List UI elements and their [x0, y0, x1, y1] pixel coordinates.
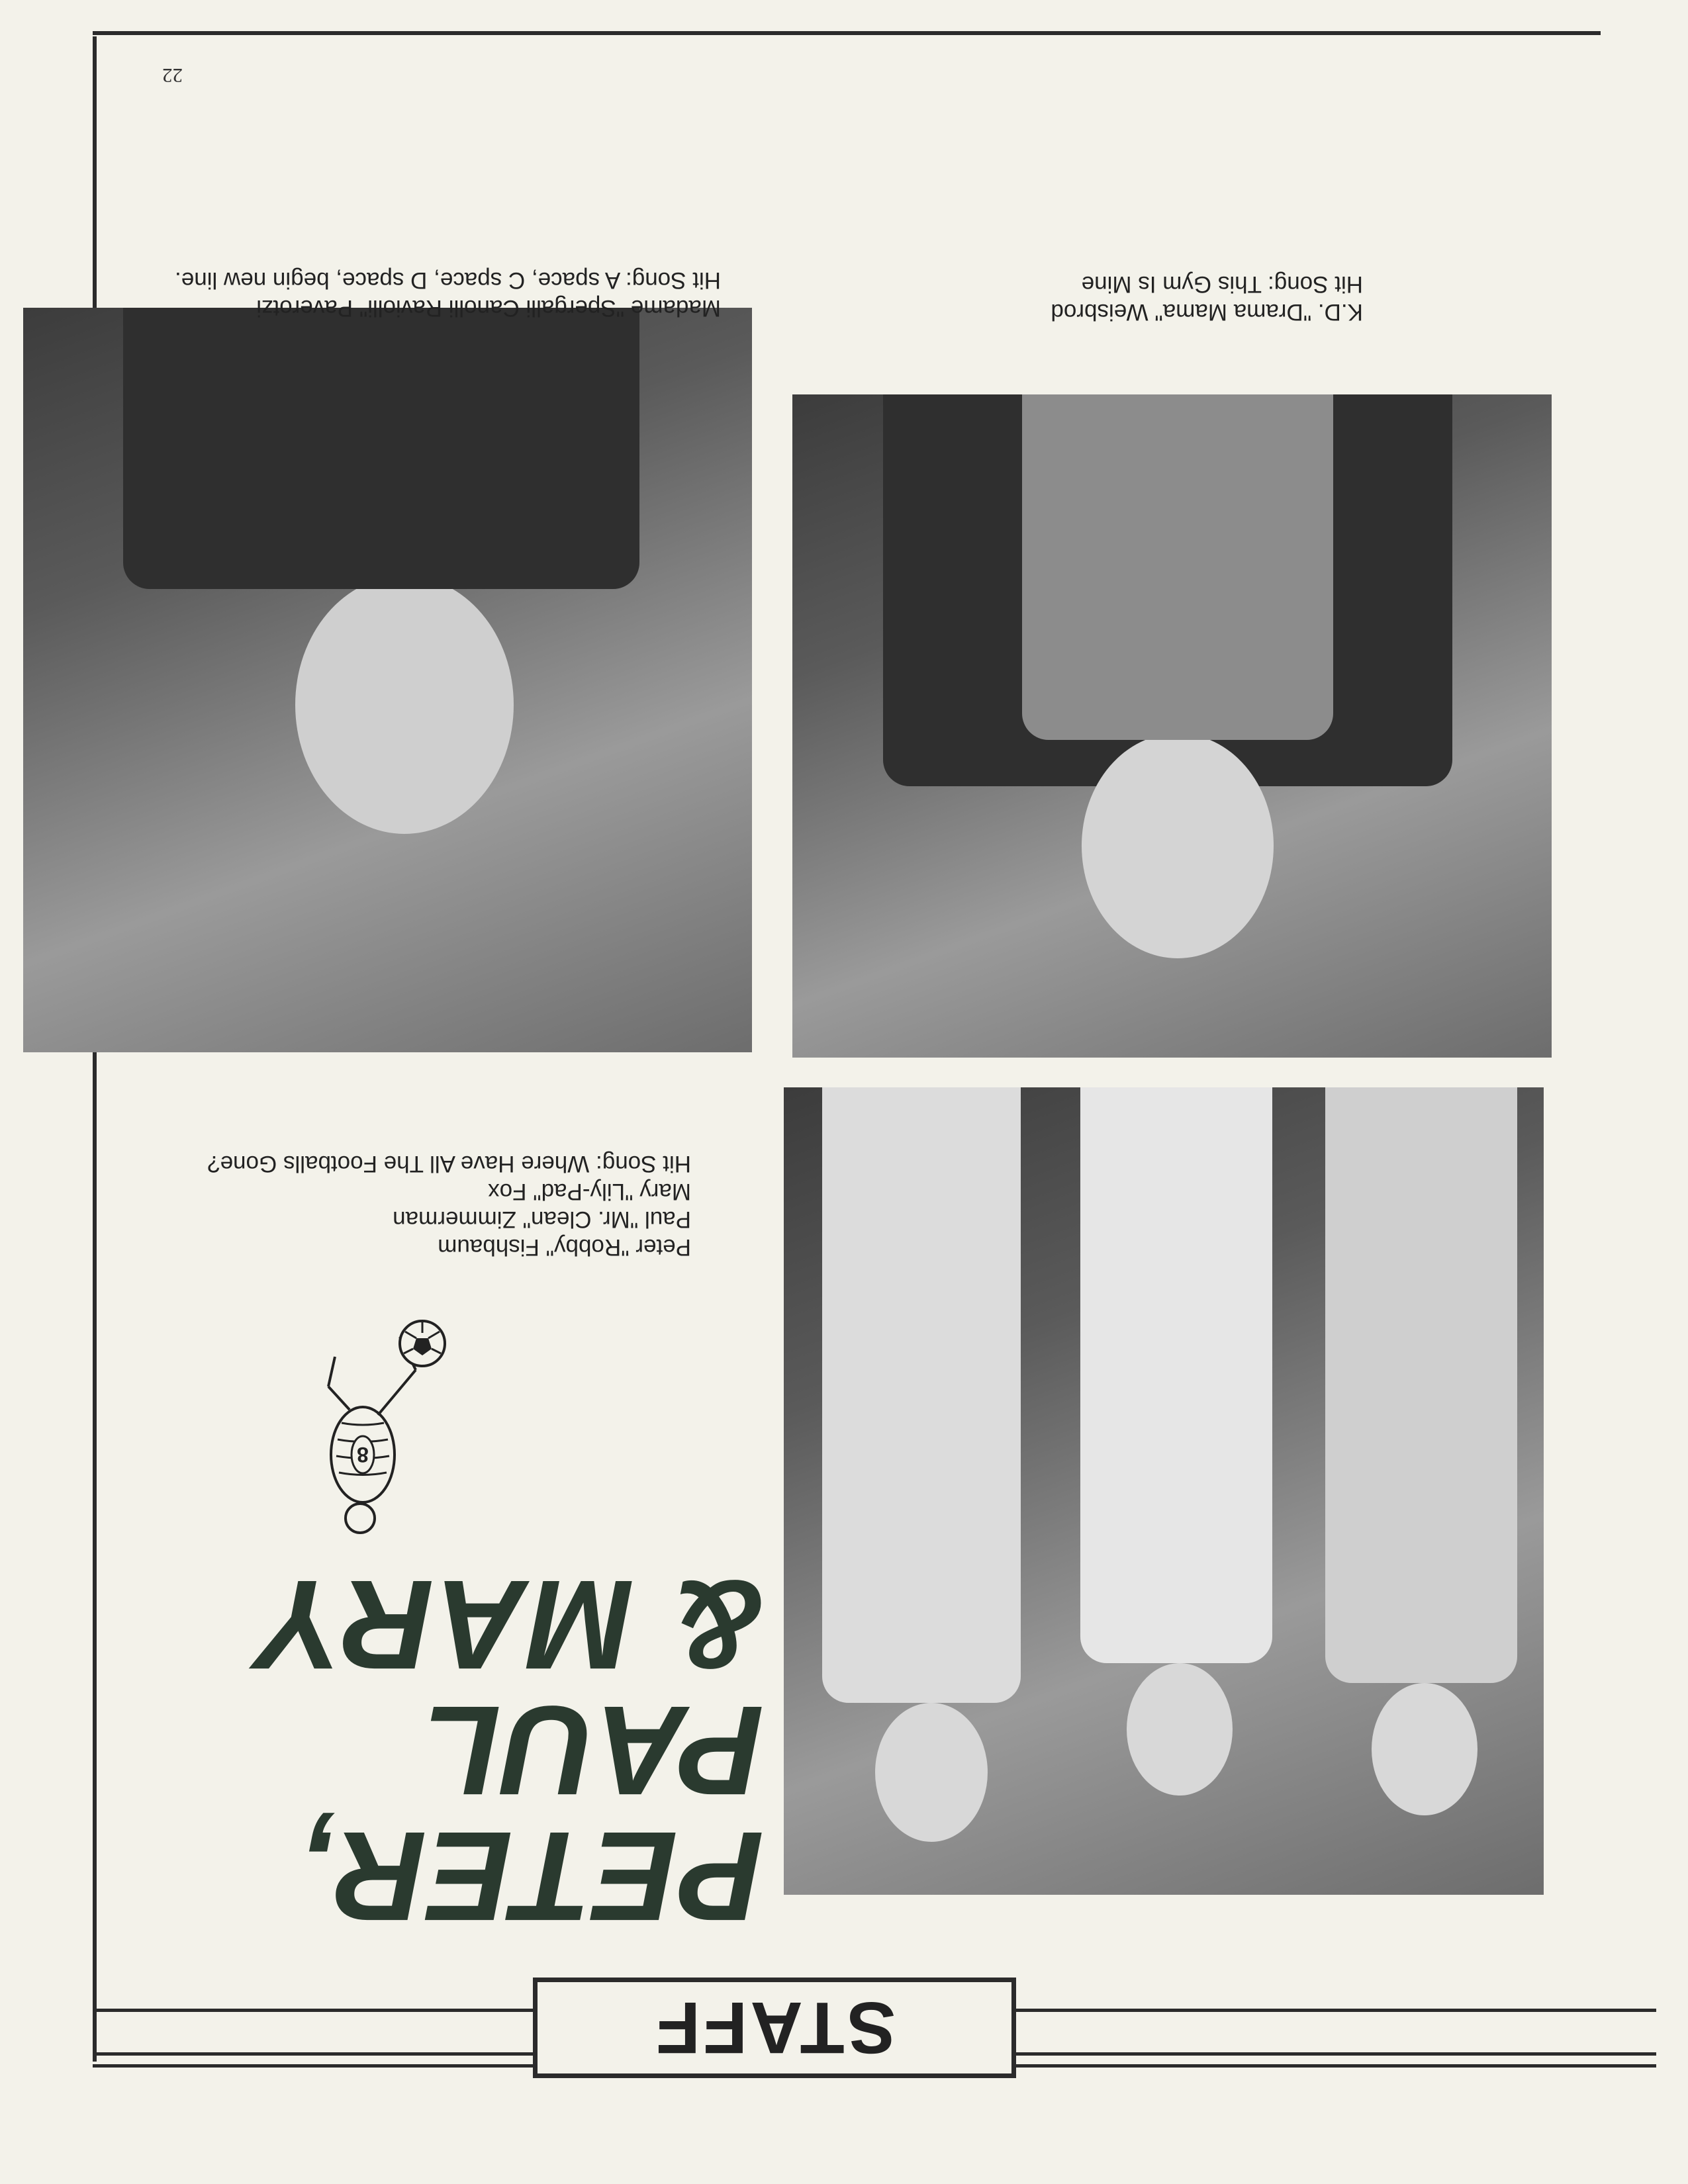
- caption-line: Hit Song: Where Have All The Footballs Gone?: [207, 1151, 691, 1177]
- caption-line: Hit Song: A space, C space, D space, begin new line.: [175, 267, 721, 293]
- caption-line: Madame "Spergalli Canolli Raviolli" Paverotzi: [256, 295, 721, 321]
- jersey-number: 8: [357, 1443, 369, 1467]
- page-title-line1: PETER, PAUL: [297, 1680, 764, 1948]
- photo-peter-paul-mary: [784, 1087, 1544, 1895]
- photo-madame: [23, 308, 752, 1052]
- page-border-bottom: [93, 31, 1601, 35]
- caption-line: Mary "Lily-Pad" Fox: [488, 1179, 691, 1205]
- page-number: 22: [162, 64, 183, 87]
- caption-madame: [175, 266, 721, 322]
- caption-kd: [1051, 270, 1363, 326]
- caption-line: Paul "Mr. Clean" Zimmerman: [393, 1206, 691, 1232]
- caption-line: Hit Song: This Gym Is Mine: [1081, 271, 1363, 297]
- soccer-stick-figure-icon: [308, 1317, 461, 1535]
- caption-line: K.D. "Drama Mama" Weisbrod: [1051, 299, 1363, 325]
- photo-kd: [792, 394, 1552, 1058]
- section-label-box: [533, 1978, 1016, 2078]
- section-label: STAFF: [653, 1987, 896, 2069]
- caption-line: Peter "Robby" Fishbaum: [438, 1234, 691, 1260]
- page-title-line2: & MARY: [257, 1554, 764, 1696]
- caption-peter-paul-mary: [207, 1150, 691, 1261]
- page-title: [23, 1554, 764, 1948]
